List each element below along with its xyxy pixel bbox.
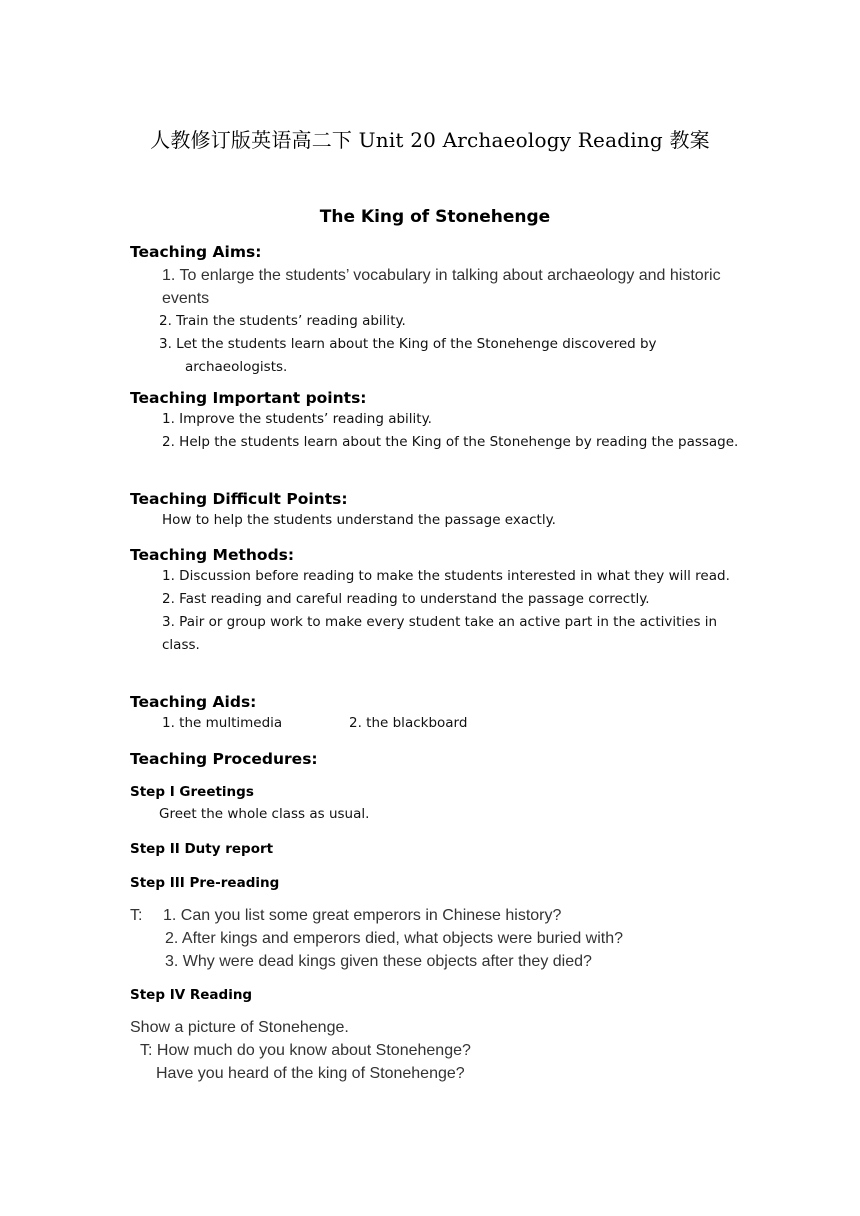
aids-list	[130, 712, 750, 735]
section-teaching-procedures	[130, 749, 750, 769]
section-heading: Teaching Important points:	[130, 389, 367, 407]
reading-lines	[130, 1016, 750, 1085]
section-teaching-aims	[130, 242, 750, 379]
step-duty-report	[130, 839, 750, 859]
list-item: 3. Pair or group work to make every student take an active part in the activities in class.	[162, 614, 718, 653]
section-important-points	[130, 388, 750, 454]
list-item: How to help the students understand the passage exactly.	[162, 512, 556, 528]
reading-line: Have you heard of the king of Stonehenge?	[156, 1065, 465, 1082]
reading-line: Show a picture of Stonehenge.	[130, 1019, 349, 1036]
question-item: 2. After kings and emperors died, what objects were buried with?	[165, 930, 624, 947]
section-difficult-points	[130, 489, 750, 532]
list-item: 3. Let the students learn about the King of the Stonehenge discovered by archaeologists.	[159, 336, 657, 375]
step-pre-reading	[130, 873, 750, 893]
section-heading: Teaching Difficult Points:	[130, 490, 348, 508]
section-teaching-aids	[130, 692, 750, 735]
section-heading: Teaching Aids:	[130, 693, 257, 711]
step-greetings	[130, 782, 750, 825]
list-item: 2. Train the students’ reading ability.	[159, 313, 406, 329]
list-item: 1. Improve the students’ reading ability.	[162, 411, 432, 427]
speaker-label: T:	[130, 907, 143, 924]
step-text: Greet the whole class as usual.	[159, 806, 370, 822]
lesson-title: The King of Stonehenge	[319, 207, 551, 227]
list-item: 1. Discussion before reading to make the students interested in what they will read.	[162, 568, 730, 584]
reading-line: T: How much do you know about Stonehenge?	[140, 1042, 471, 1059]
list-item: 2. Help the students learn about the King of the Stonehenge by reading the passage.	[162, 434, 739, 450]
pre-reading-questions	[130, 904, 750, 973]
document-title: 人教修订版英语高二下 Unit 20 Archaeology Reading 教案	[150, 128, 710, 152]
list-item: 1. the multimedia	[162, 715, 283, 731]
step-title: Step II Duty report	[130, 841, 274, 857]
question-item: 3. Why were dead kings given these objects after they died?	[165, 953, 592, 970]
list-item: 2. Fast reading and careful reading to understand the passage correctly.	[162, 591, 650, 607]
list-item: 1. To enlarge the students’ vocabulary in talking about archaeology and historic events	[162, 267, 721, 307]
step-reading	[130, 985, 750, 1005]
question-item: 1. Can you list some great emperors in Chinese history?	[163, 907, 562, 924]
step-title: Step IV Reading	[130, 987, 253, 1003]
list-item: 2. the blackboard	[349, 715, 468, 731]
step-title: Step I Greetings	[130, 784, 254, 800]
section-heading: Teaching Aims:	[130, 243, 262, 261]
section-teaching-methods	[130, 545, 750, 657]
step-title: Step III Pre-reading	[130, 875, 280, 891]
section-heading: Teaching Methods:	[130, 546, 295, 564]
section-heading: Teaching Procedures:	[130, 750, 318, 768]
